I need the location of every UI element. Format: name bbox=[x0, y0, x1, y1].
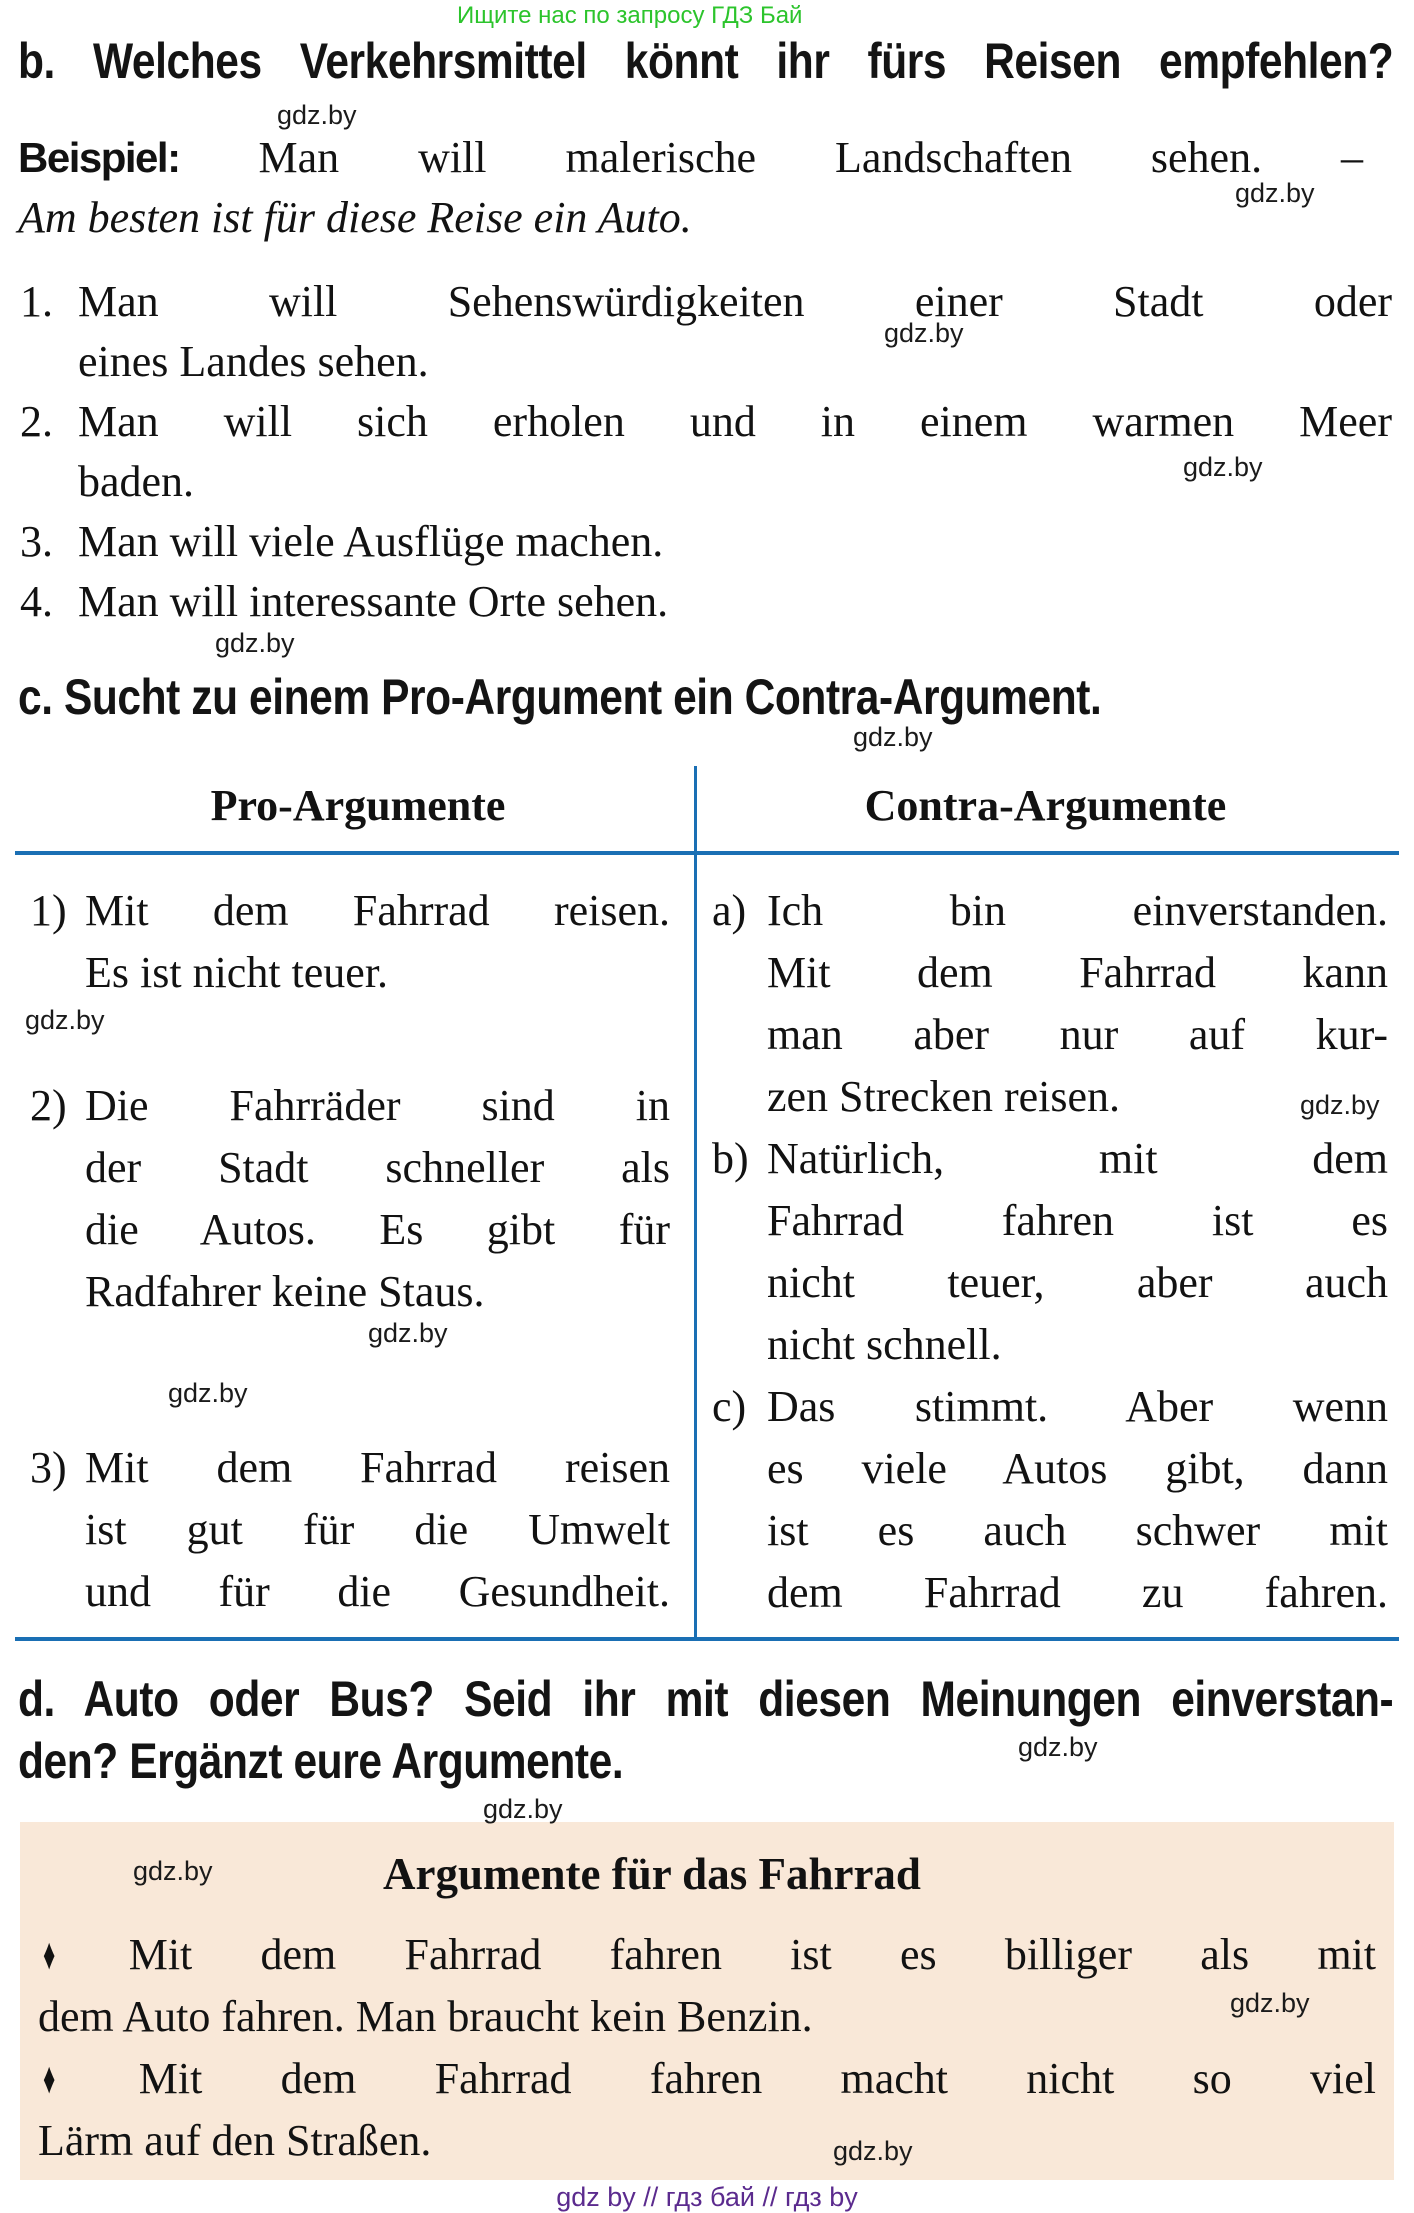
list-item-line: Man will sich erholen und in einem warmen Meer bbox=[78, 397, 1392, 446]
example-answer: Am besten ist für diese Reise ein Auto. bbox=[18, 193, 692, 242]
contra-item-line: Fahrrad fahren ist es bbox=[767, 1196, 1388, 1245]
pro-item-number: 1) bbox=[30, 886, 67, 935]
list-item-number: 2. bbox=[20, 397, 53, 446]
contra-item-line: nicht schnell. bbox=[767, 1320, 1002, 1369]
table-column-divider bbox=[694, 766, 697, 1639]
example-text: Man will malerische Landschaften sehen. – bbox=[258, 133, 1364, 182]
list-item-line: baden. bbox=[78, 457, 195, 506]
pro-item-line: und für die Gesundheit. bbox=[85, 1567, 670, 1616]
contra-item-line: man aber nur auf kur- bbox=[767, 1010, 1388, 1059]
pro-item-line: Radfahrer keine Staus. bbox=[85, 1267, 485, 1316]
section-b-heading: b. Welches Verkehrsmittel könnt ihr fürs Reisen empfehlen? bbox=[18, 33, 1394, 89]
pro-item bbox=[30, 1437, 670, 1623]
section-d-heading bbox=[18, 1668, 1393, 1792]
watermark: gdz.by bbox=[133, 1856, 213, 1886]
list-item-line: Man will interessante Orte sehen. bbox=[78, 577, 669, 626]
pro-item-number: 3) bbox=[30, 1443, 67, 1492]
argument-box-title: Argumente für das Fahrrad bbox=[383, 1849, 921, 1899]
section-c-heading: c. Sucht zu einem Pro-Argument ein Contra-Argument. bbox=[18, 669, 1102, 725]
pro-item-line: die Autos. Es gibt für bbox=[85, 1205, 670, 1254]
bullet-line: Lärm auf den Straßen. bbox=[38, 2116, 432, 2165]
pro-item-line: der Stadt schneller als bbox=[85, 1143, 670, 1192]
contra-item-line: nicht teuer, aber auch bbox=[767, 1258, 1388, 1307]
pro-item-line: Mit dem Fahrrad reisen. bbox=[85, 886, 670, 935]
bullet-text: Mit dem Fahrrad fahren ist es billiger als mit bbox=[128, 1930, 1376, 1979]
bullet-line bbox=[38, 2048, 1376, 2110]
example-block bbox=[18, 128, 1363, 248]
example-line1 bbox=[18, 128, 1363, 188]
contra-item-line: ist es auch schwer mit bbox=[767, 1506, 1388, 1555]
diamond-bullet-icon: ♦ bbox=[43, 1930, 56, 1979]
bullet-item bbox=[38, 1924, 1376, 2048]
watermark: gdz.by bbox=[1300, 1090, 1380, 1120]
pro-item-line: Die Fahrräder sind in bbox=[85, 1081, 670, 1130]
pro-item-line: Es ist nicht teuer. bbox=[85, 948, 389, 997]
watermark: gdz.by bbox=[1235, 178, 1315, 208]
watermark: gdz.by bbox=[215, 628, 295, 658]
contra-item-number: b) bbox=[712, 1134, 749, 1183]
watermark: gdz.by bbox=[853, 722, 933, 752]
pro-item-line: ist gut für die Umwelt bbox=[85, 1505, 670, 1554]
watermark: gdz.by bbox=[25, 1005, 105, 1035]
watermark: gdz.by bbox=[884, 318, 964, 348]
contra-item-line: es viele Autos gibt, dann bbox=[767, 1444, 1388, 1493]
bullet-item bbox=[38, 2048, 1376, 2172]
contra-column bbox=[712, 870, 1388, 1617]
list-item-number: 3. bbox=[20, 517, 53, 566]
list-item-line: Man will Sehenswürdigkeiten einer Stadt oder bbox=[78, 277, 1392, 326]
watermark: gdz.by bbox=[168, 1378, 248, 1408]
pro-item-line: Mit dem Fahrrad reisen bbox=[85, 1443, 670, 1492]
argument-box-bullets bbox=[38, 1924, 1376, 2172]
watermark: gdz.by bbox=[833, 2136, 913, 2166]
pro-item bbox=[30, 1075, 670, 1323]
contra-item-line: Mit dem Fahrrad kann bbox=[767, 948, 1388, 997]
table-header-pro: Pro-Argumente bbox=[210, 781, 506, 830]
watermark: gdz.by bbox=[277, 100, 357, 130]
contra-item bbox=[712, 880, 1388, 1128]
contra-item-line: Ich bin einverstanden. bbox=[767, 886, 1388, 935]
watermark: gdz.by bbox=[1230, 1988, 1310, 2018]
footer-text: gdz by // гдз бай // гдз by bbox=[556, 2182, 858, 2212]
contra-item-line: zen Strecken reisen. bbox=[767, 1072, 1121, 1121]
pro-item bbox=[30, 880, 670, 1004]
table-bottom-rule bbox=[15, 1637, 1399, 1641]
table-top-rule bbox=[15, 851, 1399, 855]
contra-item-line: Natürlich, mit dem bbox=[767, 1134, 1388, 1183]
list-item-line: Man will viele Ausflüge machen. bbox=[78, 517, 664, 566]
watermark: gdz.by bbox=[483, 1794, 563, 1824]
diamond-bullet-icon: ♦ bbox=[43, 2054, 56, 2103]
bullet-text: Mit dem Fahrrad fahren macht nicht so viel bbox=[138, 2054, 1376, 2103]
watermark: gdz.by bbox=[368, 1318, 448, 1348]
contra-item-line: Das stimmt. Aber wenn bbox=[767, 1382, 1388, 1431]
contra-item-number: a) bbox=[712, 886, 747, 935]
contra-item-line: dem Fahrrad zu fahren. bbox=[767, 1568, 1388, 1617]
promo-text: Ищите нас по запросу ГДЗ Бай bbox=[457, 2, 803, 29]
section-d-heading-line2: den? Ergänzt eure Argumente. bbox=[18, 1733, 624, 1789]
list-item-number: 1. bbox=[20, 277, 53, 326]
contra-item-number: c) bbox=[712, 1382, 747, 1431]
section-d-heading-line1: d. Auto oder Bus? Seid ihr mit diesen Meinungen einverstan- bbox=[18, 1671, 1394, 1727]
table-header-contra: Contra-Argumente bbox=[864, 781, 1227, 830]
pro-item-number: 2) bbox=[30, 1081, 67, 1130]
list-item bbox=[20, 572, 1392, 632]
bullet-line: dem Auto fahren. Man braucht kein Benzin. bbox=[38, 1992, 813, 2041]
list-item-line: eines Landes sehen. bbox=[78, 337, 429, 386]
bullet-line bbox=[38, 1924, 1376, 1986]
contra-item bbox=[712, 1376, 1388, 1624]
list-item bbox=[20, 512, 1392, 572]
list-item-number: 4. bbox=[20, 577, 53, 626]
contra-item bbox=[712, 1128, 1388, 1376]
watermark: gdz.by bbox=[1018, 1732, 1098, 1762]
list-item bbox=[20, 272, 1392, 392]
argument-box bbox=[20, 1822, 1394, 2180]
example-label: Beispiel: bbox=[18, 134, 180, 181]
watermark: gdz.by bbox=[1183, 452, 1263, 482]
